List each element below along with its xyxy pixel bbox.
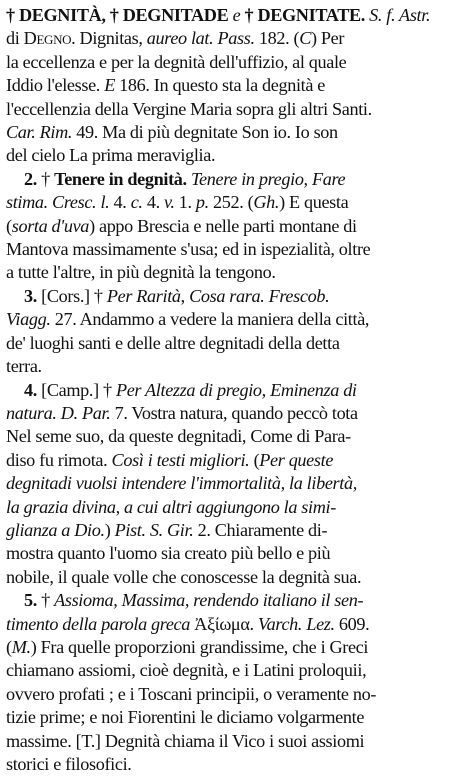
conjunction: e	[232, 5, 241, 25]
etymon: Degno	[23, 28, 72, 49]
definition: Per Altezza di pregio, Eminenza di	[115, 379, 357, 400]
entry-line	[6, 472, 467, 495]
entry-line	[6, 753, 467, 776]
sense-2-heading	[6, 168, 467, 191]
entry-line	[6, 613, 467, 636]
text: †	[36, 168, 55, 189]
text: ) appo Brescia e nelle parti montane di	[89, 215, 357, 236]
marker: Gh.	[253, 192, 280, 213]
marker: M.	[11, 636, 31, 657]
text: ovvero profati ; e i Toscani principii, o veramente no-	[6, 683, 377, 704]
text: massime. [	[6, 730, 82, 751]
entry-line	[6, 308, 467, 331]
entry-line	[6, 355, 467, 378]
definition: Per Rarità	[106, 285, 181, 306]
entry-line	[6, 730, 467, 753]
greek-word: Ἀξίωμα.	[190, 613, 258, 634]
text: 4.	[142, 192, 164, 213]
text: chiamano assiomi, cioè degnità, e i Latini proloquii,	[6, 660, 367, 681]
text: la eccellenza e per la degnità dell'uffizio, al quale	[6, 51, 347, 72]
text: (	[6, 636, 12, 657]
marker: C	[299, 28, 311, 49]
entry-line	[6, 566, 467, 589]
note: glianza a Dio.	[6, 519, 105, 540]
entry-line	[6, 27, 467, 50]
entry-line	[6, 238, 467, 261]
note: degnitadi vuolsi intendere l'immortalità, la libertà,	[6, 473, 357, 494]
entry-line	[6, 144, 467, 167]
entry-line	[6, 51, 467, 74]
citation: E	[104, 75, 115, 96]
sense-3-heading	[6, 285, 467, 308]
definition: Tenere in pregio, Fare	[190, 168, 346, 189]
text: 49. Ma di più degnitate Son io. Io son	[72, 122, 338, 143]
entry-line	[6, 519, 467, 542]
text: 1.	[174, 192, 196, 213]
text: nobile, il quale volle che conoscesse la degnità sua.	[6, 566, 362, 587]
sense-5-heading	[6, 589, 467, 612]
text: l'eccellenzia della Vergine Maria sopra gli altri Santi.	[6, 98, 372, 119]
entry-line	[6, 402, 467, 425]
text: 2. Chiaramente di-	[193, 519, 328, 540]
definition: Cosa rara. Frescob.	[189, 285, 330, 306]
entry-line	[6, 449, 467, 472]
text: )	[104, 519, 115, 540]
text: terra.	[6, 356, 42, 377]
text: a tutte l'altre, in più degnità la tengono.	[6, 262, 276, 283]
definition: timento della parola greca	[6, 613, 191, 634]
text: . Dignitas,	[71, 28, 147, 49]
text: Nel seme suo, da queste degnitadi, Come di Para-	[6, 426, 351, 447]
gloss: sorta d'uva	[11, 215, 90, 236]
note: la grazia divina, a cui altri aggiungono la simi-	[6, 496, 336, 517]
text: 27. Andammo a vedere la maniera della città,	[50, 309, 370, 330]
entry-line	[6, 636, 467, 659]
text: ] Degnità chiama il Vico i suoi assiomi	[94, 730, 365, 751]
text: 609.	[334, 613, 370, 634]
headword: † DEGNITÀ, † DEGNITADE	[6, 5, 233, 25]
text: mostra quanto l'uomo sia creato più bello e più	[6, 543, 331, 564]
entry-line	[6, 683, 467, 706]
text: ,	[180, 285, 190, 306]
definition: Assioma, Massima, rendendo italiano il sen-	[54, 590, 364, 611]
entry-line	[6, 659, 467, 682]
citation: Car. Rim.	[6, 122, 73, 143]
text: 7. Vostra natura, quando peccò tota	[110, 402, 358, 423]
text: 4.	[109, 192, 131, 213]
text: 182. (	[254, 28, 300, 49]
sense-number: 2.	[24, 168, 37, 189]
entry-line	[6, 74, 467, 97]
text: di	[6, 28, 24, 49]
sense-phrase: Tenere in degnità.	[54, 168, 187, 189]
note: Così i testi migliori.	[111, 449, 250, 470]
citation: c.	[130, 192, 143, 213]
citation: stima. Cresc. l.	[6, 192, 110, 213]
citation: Viagg.	[6, 309, 51, 330]
grammar-label: S. f. Astr.	[369, 5, 431, 25]
text: Mantova massimamente s'usa; ed in ispezialità, oltre	[6, 239, 371, 260]
text: 186. In questo sta la degnità e	[114, 75, 325, 96]
sense-4-heading	[6, 379, 467, 402]
citation: Varch. Lez.	[257, 613, 335, 634]
entry-line	[6, 121, 467, 144]
citation: Pist. S. Gir.	[114, 519, 194, 540]
sense-number: 3.	[24, 285, 37, 306]
marker: T.	[81, 730, 95, 751]
entry-line	[6, 425, 467, 448]
text: tizie prime; e noi Fiorentini le diciamo volgarmente	[6, 707, 365, 728]
entry-line	[6, 215, 467, 238]
entry-line	[6, 542, 467, 565]
entry-heading	[6, 4, 467, 27]
citation: v.	[163, 192, 175, 213]
sense-number: 4.	[24, 379, 37, 400]
citation: natura. D. Par.	[6, 402, 111, 423]
text: ) E questa	[279, 192, 349, 213]
text: [Camp.] †	[36, 379, 116, 400]
entry-line	[6, 496, 467, 519]
text: (	[6, 215, 12, 236]
entry-line	[6, 191, 467, 214]
text: †	[36, 590, 55, 611]
text: ) Fra quelle proporzioni grandissime, che i Greci	[30, 636, 369, 657]
text: de' luoghi santi e delle altre degnitadi della detta	[6, 332, 340, 353]
text: Iddio l'elesse.	[6, 75, 105, 96]
citation: p.	[195, 192, 209, 213]
citation: aureo lat. Pass.	[146, 28, 255, 49]
entry-line	[6, 98, 467, 121]
sense-number: 5.	[24, 590, 37, 611]
text: ) Per	[311, 28, 345, 49]
text: [Cors.] †	[36, 285, 107, 306]
note: Per queste	[259, 449, 334, 470]
entry-line	[6, 706, 467, 729]
entry-line	[6, 332, 467, 355]
headword-variant: † DEGNITATE.	[240, 5, 370, 25]
text: diso fu rimota.	[6, 449, 112, 470]
text: (	[249, 449, 260, 470]
entry-line	[6, 261, 467, 284]
text: storici e filosofici.	[6, 754, 132, 774]
text: 252. (	[208, 192, 254, 213]
text: del cielo La prima meraviglia.	[6, 145, 216, 166]
